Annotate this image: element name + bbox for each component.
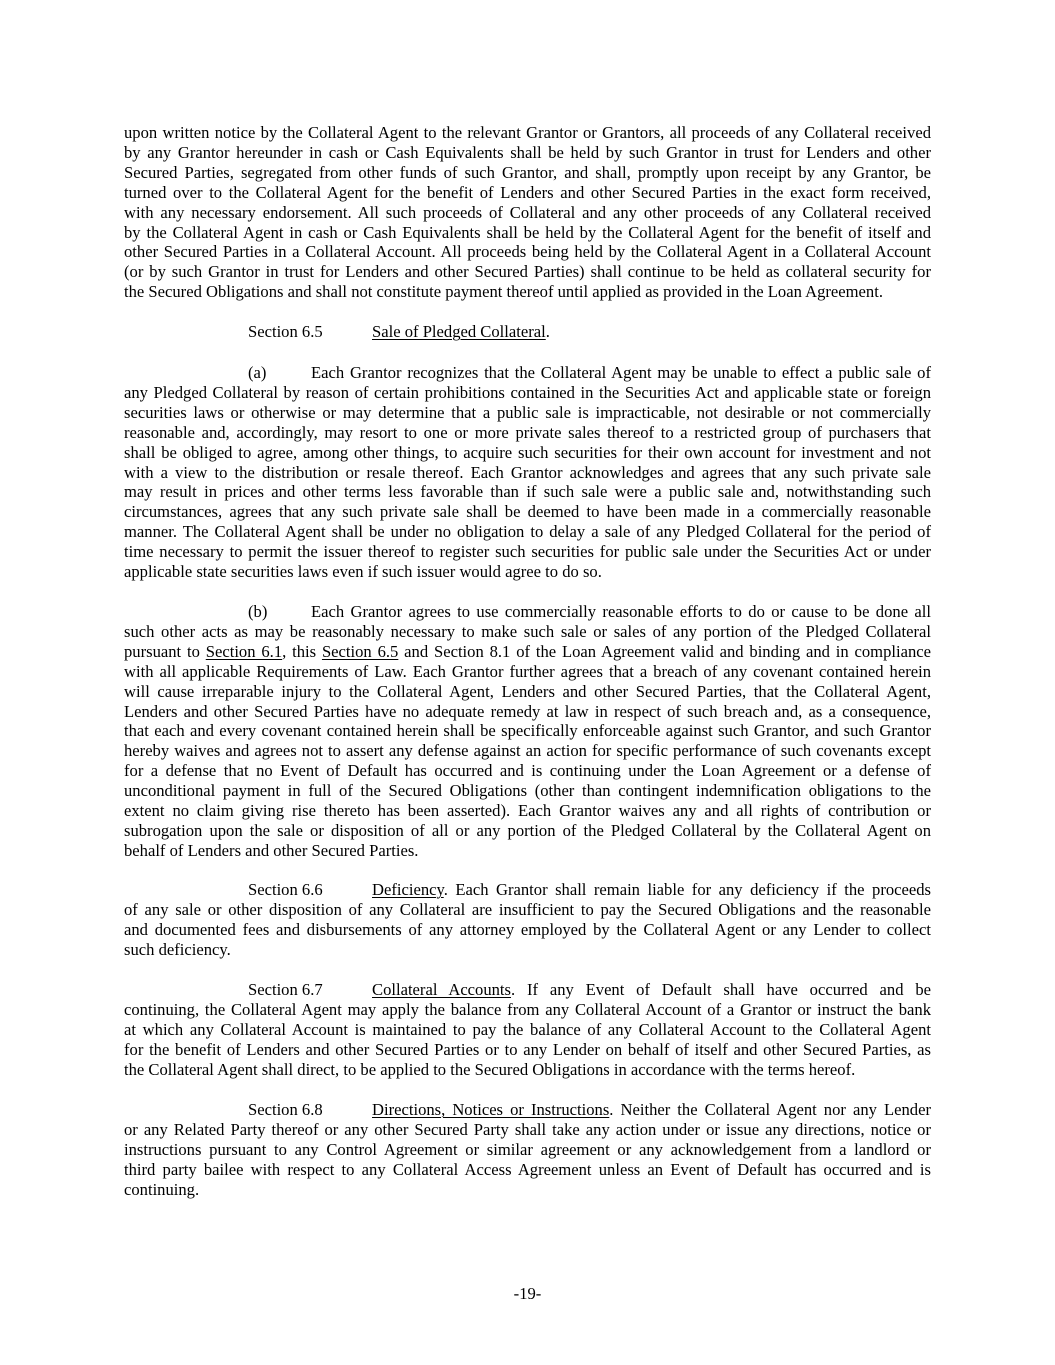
cross-reference: Section 6.1 [205,641,283,661]
text-line: applicable state securities laws even if such issuer would agree to do so. [124,562,602,582]
text-line: securities laws or otherwise or may determine that a public sale is impracticable, not desirable or not commercially [124,402,931,422]
section-6-8 [124,1100,931,1200]
text-line: extent no claim giving rise thereto has been asserted). Each Grantor waives any and all rights of contribution or [124,801,931,821]
text-line: circumstances, agrees that any such private sale shall be deemed to have been made in a commercially reasonable [124,502,931,522]
text-line: by any Grantor hereunder in cash or Cash Equivalents shall be held by such Grantor in trust for Lenders and other [124,142,931,162]
text-line: at which any Collateral Account is maintained to pay the balance of any Collateral Account to the Collateral Agent [124,1019,931,1039]
text-segment: pursuant to [124,641,206,661]
section-number: Section 6.6 [248,880,323,899]
clause-label: (a) [248,363,267,382]
text-line: subrogation upon the sale or disposition of all or any portion of the Pledged Collateral by the Collateral Agent on [124,820,931,840]
section-title-suffix: . [545,322,550,341]
clause-label: (b) [248,602,268,621]
text-line: other Secured Parties in a Collateral Account. All proceeds being held by the Collateral Agent in a Collateral Account [124,242,931,262]
text-line: by the Collateral Agent in cash or Cash Equivalents shall be held by the Collateral Agent for the benefit of itself and [124,222,931,242]
text-line: manner. The Collateral Agent shall be under no obligation to delay a sale of any Pledged Collateral for the period of [124,522,931,542]
text-line: may result in prices and other terms less favorable than if such sale were a public sale and, notwithstanding such [124,482,931,502]
text-line: the Collateral Agent shall direct, to be applied to the Secured Obligations in accordance with the terms hereof. [124,1059,856,1079]
text-line: any Pledged Collateral by reason of certain prohibitions contained in the Securities Act and applicable state or foreign [124,382,931,402]
text-line: Lenders and other Secured Parties have no adequate remedy at law in respect of such breach and, as a consequence, [124,701,931,721]
text-segment: , this [282,641,322,661]
clause-6-5-b [124,602,931,861]
section-number: Section 6.7 [248,980,323,999]
text-segment: . Neither the Collateral Agent nor any Lender [609,1100,931,1119]
text-line: time necessary to permit the issuer thereof to register such securities for public sale under the Securities Act or under [124,542,931,562]
text-line: shall be obliged to agree, among other things, to acquire such securities for their own account for investment and not [124,442,931,462]
section-title: Collateral Accounts [372,980,512,999]
text-line: and documented fees and disbursements of any attorney employed by the Collateral Agent or any Lender to collect [124,919,931,939]
text-line: such deficiency. [124,939,231,959]
text-segment: . If any Event of Default shall have occurred and be [511,980,931,999]
text-line: continuing, the Collateral Agent may apply the balance from any Collateral Account of a Grantor or instruct the bank [124,999,931,1019]
text-line: third party bailee with respect to any Collateral Access Agreement unless an Event of Default has occurred and is [124,1159,931,1179]
clause-text: Each Grantor agrees to use commercially reasonable efforts to do or cause to be done all [311,602,931,621]
text-line: reasonable and, accordingly, may resort to one or more private sales thereof to a restricted group of purchasers that [124,422,931,442]
clause-text: Each Grantor recognizes that the Collateral Agent may be unable to effect a public sale of [311,363,931,382]
text-line [124,602,931,622]
text-line [124,980,931,1000]
section-number: Section 6.8 [248,1100,323,1119]
text-line: continuing. [124,1179,200,1199]
section-title: Directions, Notices or Instructions [372,1100,610,1119]
section-title: Deficiency [372,880,444,899]
text-line: upon written notice by the Collateral Agent to the relevant Grantor or Grantors, all proceeds of any Collateral received [124,123,931,142]
text-line [124,1100,931,1120]
text-line: hereby waives and agrees not to assert any defense against an action for specific performance of such covenants except [124,741,931,761]
text-line: Secured Parties, segregated from other funds of such Grantor, and shall, promptly upon receipt by any Grantor, be [124,162,931,182]
text-line: behalf of Lenders and other Secured Parties. [124,840,419,860]
text-line: the Secured Obligations and shall not constitute payment thereof until applied as provided in the Loan Agreement. [124,282,883,302]
page-number: -19- [513,1284,542,1303]
paragraph-proceeds-in-trust [124,123,931,302]
text-line: with any necessary endorsement. All such proceeds of Collateral and any other proceeds of any Collateral received [124,202,931,222]
section-number: Section 6.5 [248,322,323,341]
text-line: instructions pursuant to any Control Agreement or similar agreement or any acknowledgement from a landlord or [124,1139,931,1159]
text-line: turned over to the Collateral Agent for the benefit of Lenders and other Secured Parties in the exact form received, [124,182,931,202]
text-line: such other acts as may be reasonably necessary to make such sale or sales of any portion of the Pledged Collateral [124,621,931,641]
text-line: unconditional payment in full of the Secured Obligations (other than contingent indemnification obligations to the [124,781,931,801]
text-line [124,642,931,662]
text-line: with all applicable Requirements of Law. Each Grantor further agrees that a breach of any covenant contained herein [124,661,931,681]
clause-6-5-a [124,363,931,582]
text-line: will cause irreparable injury to the Collateral Agent, Lenders and other Secured Parties, that the Collateral Agent, [124,681,931,701]
section-6-7 [124,980,931,1080]
text-line: or any Related Party thereof or any other Secured Party shall take any action under or issue any directions, notice or [124,1119,931,1139]
section-6-6 [124,880,931,960]
text-line: (or by such Grantor in trust for Lenders and other Secured Parties) shall continue to be held as collateral security for [124,262,931,282]
heading-line [124,322,931,342]
section-6-5-heading [124,322,931,342]
text-line: for the benefit of Lenders and other Secured Parties or to any Lender on behalf of itself and other Secured Parties, as [124,1039,931,1059]
text-line: that each and every covenant contained herein shall be specifically enforceable against such Grantor, and such Grantor [124,721,931,741]
text-line [124,363,931,383]
text-segment: and Section 8.1 of the Loan Agreement valid and binding and in compliance [398,641,931,661]
text-line: for a defense that no Event of Default has occurred and is continuing under the Loan Agreement or a defense of [124,761,931,781]
text-segment: . Each Grantor shall remain liable for any deficiency if the proceeds [443,880,931,899]
section-title: Sale of Pledged Collateral [372,322,546,341]
text-line: of any sale or other disposition of any Collateral are insufficient to pay the Secured Obligations and the reasonable [124,899,931,919]
text-line: with a view to the distribution or resale thereof. Each Grantor acknowledges and agrees that any such private sale [124,462,931,482]
cross-reference: Section 6.5 [321,641,399,661]
text-line [124,880,931,900]
